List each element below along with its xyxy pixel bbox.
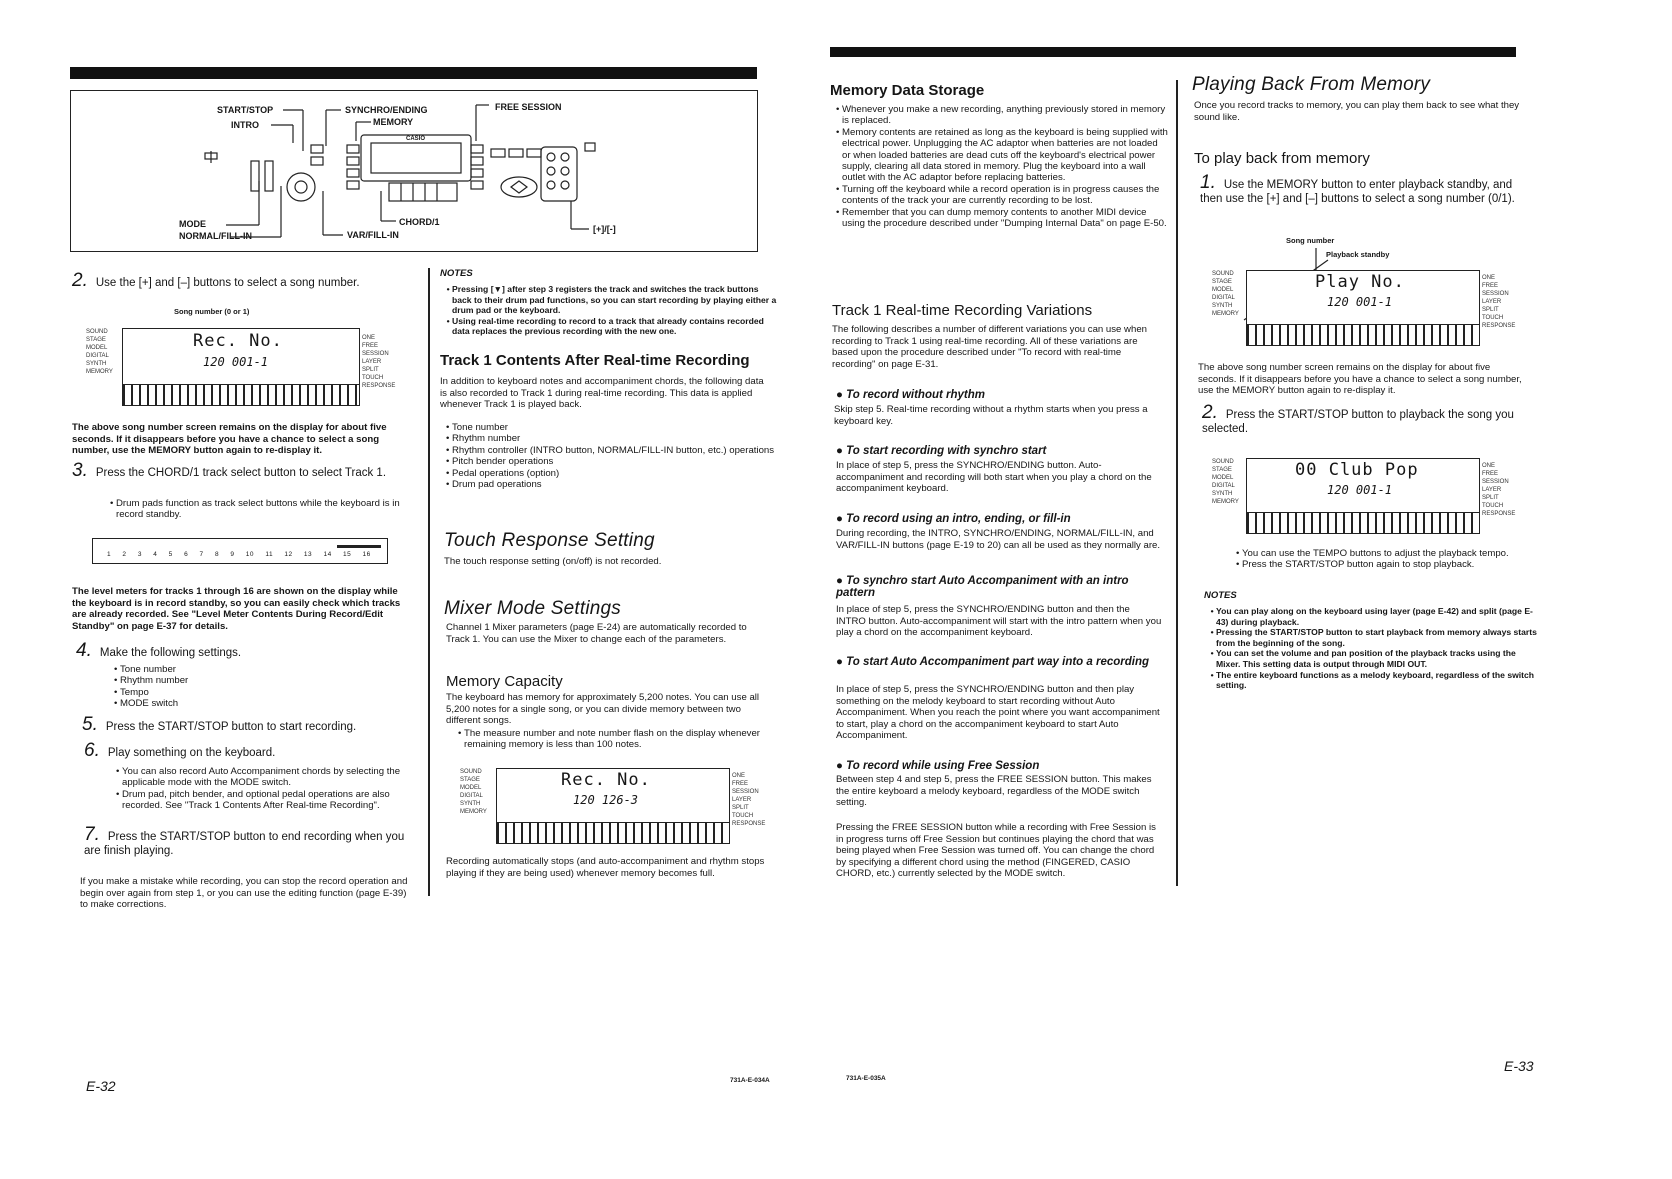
list-item: • Tempo — [120, 687, 410, 698]
variation-title: To record while using Free Session — [846, 760, 1040, 772]
lcd-label: MODEL — [1212, 287, 1234, 293]
step-number: 4. — [76, 640, 92, 661]
lcd-display-play — [1212, 266, 1522, 346]
step-6-bullets — [110, 766, 418, 812]
panel-drawing — [71, 91, 757, 251]
doc-code-right: 731A-E-035A — [846, 1075, 886, 1082]
label-memory: MEMORY — [373, 117, 414, 127]
lcd-label: MODEL — [460, 785, 482, 791]
paragraph-variation-4: In place of step 5, press the SYNCHRO/ENDING button and then the INTRO button. Auto-accompaniment will start with the intro pattern when you play a chord on the accompaniment keyboard. — [836, 604, 1162, 639]
casio-logo: CASIO — [406, 136, 426, 142]
subheading-play-back: To play back from memory — [1194, 150, 1370, 167]
lcd-label: SYNTH — [1212, 491, 1233, 497]
paragraph-level-meters: The level meters for tracks 1 through 16 are shown on the display while the keyboard is in record standby, so you can easily check which tracks are already recorded. See "Level Meter Contents During Record/Edit Standby" on page E-37 for details. — [72, 586, 401, 632]
list-item: • Whenever you make a new recording, anything previously stored in memory is replaced. — [842, 104, 1168, 127]
heading-memory-data-storage: Memory Data Storage — [830, 82, 985, 99]
paragraph-variation-6: Between step 4 and step 5, press the FREE SESSION button. This makes the entire keyboard a melody keyboard, regardless of the MODE switch setting. — [836, 774, 1152, 809]
step-text: Play something on the keyboard. — [107, 747, 276, 759]
level-meter-display — [92, 538, 388, 564]
step-2-playback-bullets — [1230, 548, 1538, 571]
lcd-keyboard — [1247, 324, 1479, 345]
step-text: Press the CHORD/1 track select button to select Track 1. — [95, 467, 387, 479]
bullet-dot-icon: ● — [836, 513, 847, 525]
step-5 — [82, 714, 406, 735]
variation-without-rhythm — [836, 389, 985, 401]
list-item: • Pressing the START/STOP button to start playback from memory always starts from the beginning of the song. — [1216, 627, 1540, 648]
lcd-label: TOUCH RESPONSE — [1482, 315, 1516, 329]
lcd-main-text: 00 Club Pop — [1295, 460, 1419, 480]
memory-capacity-bullets — [452, 728, 782, 751]
paragraph-playback-intro: Once you record tracks to memory, you can play them back to see what they sound like. — [1194, 100, 1520, 123]
lcd-sub-text: 120 001-1 — [1327, 483, 1393, 497]
lcd-label: TOUCH RESPONSE — [732, 813, 766, 827]
bullet-dot-icon: ● — [836, 445, 847, 457]
variation-intro-ending-fill — [836, 513, 1071, 525]
lcd-label: DIGITAL — [86, 353, 109, 359]
lcd-label: STAGE — [1212, 467, 1232, 473]
lcd-label: FREE SESSION — [1482, 283, 1509, 297]
label-plus-minus: [+]/[-] — [593, 224, 616, 234]
lcd-label: MEMORY — [460, 809, 487, 815]
step-number: 1. — [1200, 172, 1216, 193]
step-text: Press the START/STOP button to start recording. — [105, 721, 357, 733]
column-divider-left — [428, 268, 430, 896]
label-intro: INTRO — [231, 120, 259, 130]
heading-track1-contents: Track 1 Contents After Real-time Recording — [440, 352, 750, 369]
list-item: • Tone number — [120, 664, 410, 675]
step-text: Make the following settings. — [99, 647, 242, 659]
list-item: • You can use the TEMPO buttons to adjust the playback tempo. — [1242, 548, 1538, 559]
variation-title: To record using an intro, ending, or fill-in — [846, 513, 1071, 525]
lcd-label: TOUCH RESPONSE — [1482, 503, 1516, 517]
label-normal-fill: NORMAL/FILL-IN — [179, 231, 252, 241]
lcd-right-labels — [362, 334, 406, 390]
paragraph-mistake: If you make a mistake while recording, you can stop the record operation and begin over again from step 1, or you can use the editing function (page E-39) to make corrections. — [80, 876, 408, 911]
paragraph-variation-5: In place of step 5, press the SYNCHRO/ENDING button and then play something on the melody keyboard to start recording without Auto Accompaniment. When you reach the point where you want accompaniment to start, play a chord on the accompaniment keyboard to start Auto Accompaniment. — [836, 684, 1160, 742]
label-free-session: FREE SESSION — [495, 102, 562, 112]
step-number: 7. — [84, 824, 100, 845]
lcd-label: ONE — [732, 773, 746, 779]
lcd-sub-text: 120 001-1 — [203, 355, 269, 369]
page-number-left: E-32 — [86, 1078, 116, 1094]
lcd-label: DIGITAL — [1212, 295, 1235, 301]
list-item: • Tone number — [452, 422, 778, 433]
lcd-main-text: Play No. — [1315, 272, 1405, 292]
lcd-label: MODEL — [86, 345, 108, 351]
list-item: • Using real-time recording to record to a track that already contains recorded data replaces the previous recording with the new one. — [452, 316, 778, 337]
variation-part-way — [836, 656, 1162, 668]
lcd-label: FREE SESSION — [732, 781, 759, 795]
step-text: Use the MEMORY button to enter playback standby, and then use the [+] and [–] buttons to select a song number (0/1). — [1200, 179, 1515, 205]
lcd-label: ONE — [1482, 275, 1496, 281]
lcd-label: SPLIT — [362, 367, 379, 373]
step-7 — [84, 824, 406, 858]
step-number: 5. — [82, 714, 98, 735]
variation-title: To synchro start Auto Accompaniment with an intro pattern — [836, 575, 1129, 599]
step-2 — [72, 270, 412, 291]
step-4 — [76, 640, 406, 661]
lcd-label: STAGE — [86, 337, 106, 343]
label-song-number: Song number — [1286, 236, 1335, 245]
list-item: • Remember that you can dump memory contents to another MIDI device using the procedure described under "Dumping Internal Data" on page E-50. — [842, 207, 1168, 230]
paragraph-touch-response: The touch response setting (on/off) is not recorded. — [444, 556, 662, 567]
lcd-label: LAYER — [362, 359, 382, 365]
lcd-label: FREE SESSION — [1482, 471, 1509, 485]
meter-bar — [337, 545, 381, 548]
list-item: • MODE switch — [120, 698, 410, 709]
lcd-right-labels — [1482, 462, 1522, 518]
lcd-label: SYNTH — [1212, 303, 1233, 309]
label-synchro-ending: SYNCHRO/ENDING — [345, 105, 428, 115]
list-item: • You can play along on the keyboard using layer (page E-42) and split (page E-43) during playback. — [1216, 606, 1540, 627]
lcd-display-rec — [86, 322, 406, 406]
step-3-bullets — [104, 498, 414, 521]
lcd-label: SOUND — [1212, 271, 1234, 277]
variation-title: To start Auto Accompaniment part way into a recording — [846, 656, 1150, 668]
list-item: • Drum pad, pitch bender, and optional pedal operations are also recorded. See "Track 1 Contents After Real-time Recording". — [122, 789, 418, 812]
paragraph-memory-full: Recording automatically stops (and auto-accompaniment and rhythm stops playing if they are being used) whenever memory becomes full. — [446, 856, 765, 879]
lcd-label: LAYER — [732, 797, 752, 803]
step-number: 2. — [1202, 402, 1218, 423]
lcd-label: SPLIT — [1482, 307, 1499, 313]
lcd-label: SPLIT — [732, 805, 749, 811]
list-item: • The entire keyboard functions as a melody keyboard, regardless of the switch setting. — [1216, 670, 1540, 691]
step-number: 6. — [84, 740, 100, 761]
keyboard-panel-diagram — [70, 90, 758, 252]
label-start-stop: START/STOP — [217, 105, 274, 115]
list-item: • You can set the volume and pan position of the playback tracks using the Mixer. This setting data is output through MIDI OUT. — [1216, 648, 1540, 669]
notes-list-far — [1204, 606, 1540, 691]
step-3 — [72, 460, 406, 481]
list-item: • Rhythm controller (INTRO button, NORMAL/FILL-IN button, etc.) operations — [452, 445, 778, 456]
paragraph-variation-6b: Pressing the FREE SESSION button while a recording with Free Session is in progress turns off Free Session but continues playing the chord that was being played when Free Session was turned off. You can change the chord by specifying a different chord using the method (FINGERED, CASIO CHORD, etc.) currently selected by the MODE switch. — [836, 822, 1156, 880]
step-1-playback — [1200, 172, 1524, 206]
lcd-screen — [1246, 458, 1480, 534]
bullet-dot-icon: ● — [836, 760, 847, 772]
lcd-label: STAGE — [460, 777, 480, 783]
memory-storage-list — [830, 104, 1168, 229]
lcd-right-labels — [732, 772, 770, 828]
lcd-label: DIGITAL — [460, 793, 483, 799]
lcd-screen — [1246, 270, 1480, 346]
label-chord1: CHORD/1 — [399, 217, 440, 227]
bullet-dot-icon: ● — [836, 656, 847, 668]
paragraph-mixer-mode: Channel 1 Mixer parameters (page E-24) are automatically recorded to Track 1. You can use the Mixer to change each of the parameters. — [446, 622, 747, 645]
lcd-right-labels — [1482, 274, 1522, 330]
lcd-keyboard — [1247, 512, 1479, 533]
paragraph-variation-3: During recording, the INTRO, SYNCHRO/ENDING, NORMAL/FILL-IN, and VAR/FILL-IN buttons (page E-19 to 20) can all be used as they normally are. — [836, 528, 1161, 551]
list-item: • The measure number and note number flash on the display whenever remaining memory is less than 100 notes. — [464, 728, 782, 751]
step-number: 2. — [72, 270, 88, 291]
paragraph-track1: In addition to keyboard notes and accompaniment chords, the following data is also recorded to Track 1 during real-time recording. This data is applied whenever Track 1 is played back. — [440, 376, 764, 411]
lcd-label: LAYER — [1482, 299, 1502, 305]
variation-synchro-intro — [836, 575, 1162, 599]
list-item: • Drum pad operations — [452, 479, 778, 490]
lcd-left-labels — [1212, 458, 1239, 506]
label-playback-standby: Playback standby — [1326, 250, 1390, 259]
lcd-left-labels — [460, 768, 487, 816]
list-item: • Press the START/STOP button again to stop playback. — [1242, 559, 1538, 570]
lcd-screen — [496, 768, 730, 844]
label-var-fill: VAR/FILL-IN — [347, 230, 399, 240]
lcd-sub-text: 120 001-1 — [1327, 295, 1393, 309]
notes-list-mid — [440, 284, 778, 337]
lcd-left-labels — [86, 328, 113, 376]
step-6 — [84, 740, 406, 761]
lcd-label: MEMORY — [86, 369, 113, 375]
bullet-dot-icon: ● — [836, 575, 847, 587]
list-item: • Memory contents are retained as long as the keyboard is being supplied with electrical power. Unplugging the AC adaptor when batteries are not loaded or when loaded batteries are dead cuts off the keyboard's electrical power supply, clearing all data stored in memory. Plug the keyboard into a wall outlet with the AC adaptor before replacing batteries. — [842, 127, 1168, 184]
lcd-label: DIGITAL — [1212, 483, 1235, 489]
lcd-main-text: Rec. No. — [561, 770, 651, 790]
lcd-label: MEMORY — [1212, 499, 1239, 505]
lcd-label: SOUND — [460, 769, 482, 775]
lcd-label: LAYER — [1482, 487, 1502, 493]
variation-free-session — [836, 760, 1039, 772]
paragraph-variation-2: In place of step 5, press the SYNCHRO/ENDING button. Auto-accompaniment and recording will both start when you play a chord on the accompaniment keyboard. — [836, 460, 1152, 495]
track1-data-list — [440, 422, 778, 490]
heading-recording-variations: Track 1 Real-time Recording Variations — [832, 302, 1093, 319]
variation-title: To start recording with synchro start — [846, 445, 1047, 457]
lcd-label: FREE SESSION — [362, 343, 389, 357]
header-bar-left — [70, 67, 757, 79]
list-item: • Pedal operations (option) — [452, 468, 778, 479]
lcd-left-labels — [1212, 270, 1239, 318]
list-item: • You can also record Auto Accompaniment chords by selecting the applicable mode with the MODE switch. — [122, 766, 418, 789]
lcd-label: SOUND — [1212, 459, 1234, 465]
step-4-settings-list — [108, 664, 410, 710]
lcd-keyboard — [123, 384, 359, 405]
step-text: Press the START/STOP button to end recording when you are finish playing. — [84, 831, 405, 857]
heading-mixer-mode: Mixer Mode Settings — [444, 598, 621, 619]
bullet-dot-icon: ● — [836, 389, 847, 401]
label-mode: MODE — [179, 219, 206, 229]
lcd-label: ONE — [1482, 463, 1496, 469]
lcd-screen — [122, 328, 360, 406]
header-bar-right — [830, 47, 1516, 57]
meter-track-numbers: 1 2 3 4 5 6 7 8 9 10 11 12 13 14 15 16 — [107, 551, 371, 558]
list-item: • Pressing [▼] after step 3 registers the track and switches the track buttons back to their drum pad functions, so you can start recording by playing either a drum pad or the keyboard. — [452, 284, 778, 316]
list-item: • Pitch bender operations — [452, 456, 778, 467]
list-item: • Drum pads function as track select buttons while the keyboard is in record standby. — [116, 498, 414, 521]
paragraph-variations: The following describes a number of different variations you can use when recording to Track 1 using real-time recording. All of these variations are based upon the procedure described under "To record with real-time recording" on page E-31. — [832, 324, 1147, 370]
notes-heading-far: NOTES — [1204, 590, 1237, 601]
list-item: • Turning off the keyboard while a record operation is in progress causes the contents of the track your are currently recording to be lost. — [842, 184, 1168, 207]
step-2-playback — [1202, 402, 1524, 436]
step-text: Use the [+] and [–] buttons to select a song number. — [95, 277, 360, 289]
lcd-keyboard — [497, 822, 729, 843]
heading-memory-capacity: Memory Capacity — [446, 673, 563, 690]
column-divider-right — [1176, 80, 1178, 886]
step-number: 3. — [72, 460, 88, 481]
lcd-label: SPLIT — [1482, 495, 1499, 501]
variation-synchro-start — [836, 445, 1046, 457]
variation-title: To record without rhythm — [846, 389, 986, 401]
list-item: • Rhythm number — [452, 433, 778, 444]
paragraph-memory-capacity: The keyboard has memory for approximately 5,200 notes. You can use all 5,200 notes for a single song, or you can divide memory between two different songs. — [446, 692, 760, 727]
lcd-label: SYNTH — [460, 801, 481, 807]
step-text: Press the START/STOP button to playback the song you selected. — [1202, 409, 1514, 435]
lcd-label: ONE — [362, 335, 376, 341]
list-item: • Rhythm number — [120, 675, 410, 686]
lcd-display-club-pop — [1212, 454, 1522, 534]
heading-touch-response: Touch Response Setting — [444, 530, 655, 551]
paragraph-playback-screen: The above song number screen remains on the display for about five seconds. If it disappears before you have a chance to select a song number, use the MEMORY button again to re-display it. — [1198, 362, 1522, 397]
lcd-display-rec-flash — [460, 764, 770, 844]
song-number-caption: Song number (0 or 1) — [174, 307, 250, 316]
lcd-label: SOUND — [86, 329, 108, 335]
notes-heading-mid: NOTES — [440, 268, 473, 279]
paragraph-variation-1: Skip step 5. Real-time recording without a rhythm starts when you press a keyboard key. — [834, 404, 1148, 427]
lcd-label: TOUCH RESPONSE — [362, 375, 396, 389]
heading-playing-back: Playing Back From Memory — [1192, 74, 1431, 95]
doc-code-left: 731A-E-034A — [730, 1077, 770, 1084]
lcd-label: MEMORY — [1212, 311, 1239, 317]
lcd-label: MODEL — [1212, 475, 1234, 481]
paragraph-song-screen: The above song number screen remains on the display for about five seconds. If it disappears before you have a chance to select a song number, use the MEMORY button again to re-display it. — [72, 422, 387, 457]
lcd-sub-text: 120 126-3 — [573, 793, 639, 807]
lcd-main-text: Rec. No. — [193, 331, 283, 351]
page-number-right: E-33 — [1504, 1058, 1534, 1074]
lcd-label: STAGE — [1212, 279, 1232, 285]
lcd-label: SYNTH — [86, 361, 107, 367]
